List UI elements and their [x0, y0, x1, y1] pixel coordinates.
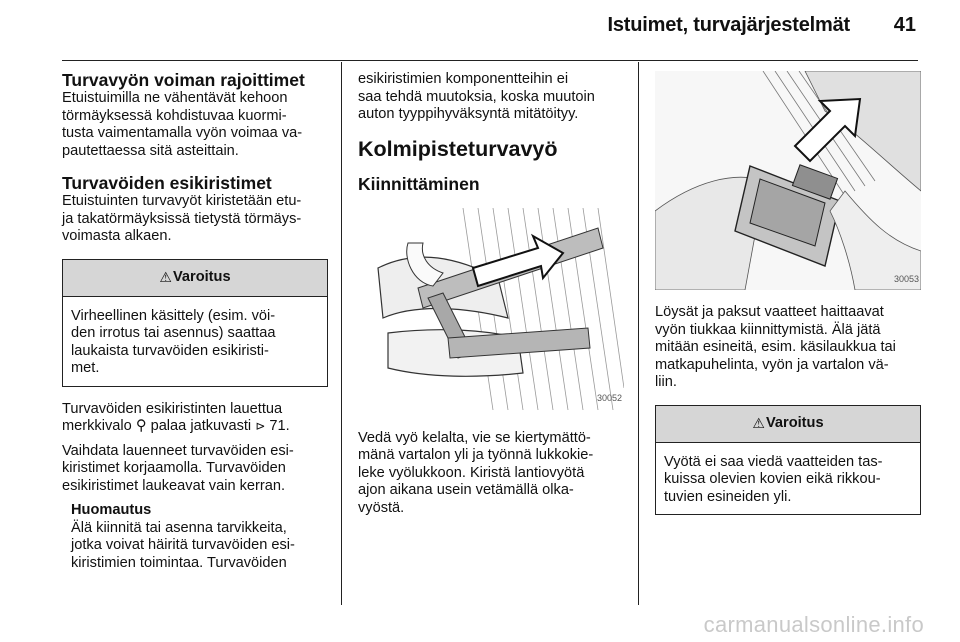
column-3	[655, 71, 921, 515]
text-line: voimasta alkaen.	[62, 228, 172, 244]
text-line: Vyötä ei saa viedä vaatteiden tas-	[664, 453, 883, 470]
text-line: den irrotus tai asennus) saattaa	[71, 325, 276, 341]
column-2	[358, 71, 624, 517]
text-line: kiristimien toimintaa. Turvavöiden	[71, 554, 287, 571]
text-line: matkapuhelinta, vyön ja vartalon vä-	[655, 356, 889, 373]
warning-title: Varoitus	[172, 268, 231, 285]
text-line: saa tehdä muutoksia, koska muutoin	[358, 88, 595, 105]
section-heading-force-limiters: Turvavyön voiman rajoittimet	[62, 70, 305, 90]
text-line: mitään esineitä, esim. käsilaukkua tai	[655, 339, 896, 355]
text-line: kuissa olevien kovien eikä rikkou-	[664, 471, 881, 487]
text-line: Turvavöiden esikiristinten lauettua	[62, 400, 283, 417]
warning-triangle-icon: ⚠	[752, 414, 765, 431]
warning-title: Varoitus	[765, 414, 824, 431]
text-line: vyön tiukkaa kiinnittymistä. Älä jätä	[655, 321, 881, 338]
text-line: vyöstä.	[358, 499, 405, 516]
text-line: ja takatörmäyksissä tietystä törmäys-	[62, 210, 302, 227]
text-line: Vedä vyö kelalta, vie se kiertymättö-	[358, 429, 591, 446]
figure-fastening-belt	[358, 208, 624, 410]
text-line: Etuistuinten turvavyöt kiristetään etu-	[62, 193, 302, 209]
text-line: leke vyölukkoon. Kiristä lantiovyötä	[358, 464, 585, 481]
text-line: liin.	[655, 374, 677, 390]
paragraph-pretensioners	[62, 193, 328, 246]
text-line: esikiristimien komponentteihin ei	[358, 71, 569, 87]
column-1	[62, 70, 328, 572]
section-heading-pretensioners: Turvavöiden esikiristimet	[62, 173, 272, 193]
subheading-fastening: Kiinnittäminen	[358, 173, 480, 194]
page-number: 41	[893, 14, 916, 36]
warning-triangle-icon: ⚠	[159, 268, 172, 285]
note-block	[62, 502, 328, 572]
seatbelt-warning-light-icon: ⚲	[135, 418, 147, 434]
figure-number: 30052	[596, 393, 622, 403]
text-line: Vaihdata lauenneet turvavöiden esi-	[62, 442, 294, 459]
text-line: palaa jatkuvasti	[150, 418, 252, 434]
figure-number: 30053	[893, 273, 919, 284]
warning-box	[655, 405, 921, 516]
column-divider-left	[341, 62, 342, 605]
text-line: törmäyksessä kohdistuvaa kuormi-	[62, 107, 287, 124]
text-line: laukaista turvavöiden esikiristi-	[71, 342, 269, 359]
column-divider-right	[638, 62, 639, 605]
warning-box	[62, 259, 328, 387]
paragraph-continued	[358, 71, 624, 124]
warning-header	[63, 260, 327, 297]
text-line: mänä vartalon yli ja työnnä lukkokie-	[358, 447, 594, 463]
text-line: tuvien esineiden yli.	[664, 488, 792, 505]
paragraph-fastening-instructions	[358, 430, 624, 518]
text-line: ajon aikana usein vetämällä olka-	[358, 482, 574, 498]
warning-header	[656, 406, 920, 443]
text-line: Löysät ja paksut vaatteet haittaavat	[655, 304, 884, 320]
text-line: Etuistuimilla ne vähentävät kehoon	[62, 90, 288, 106]
paragraph-clothing-advice	[655, 304, 921, 392]
text-line: jotka voivat häiritä turvavöiden esi-	[71, 537, 295, 553]
page-reference-icon: ⊳	[255, 419, 266, 433]
paragraph-replace-pretensioners	[62, 443, 328, 496]
text-line: auton tyyppihyväksyntä mitätöityy.	[358, 106, 579, 122]
text-line: esikiristimet laukeavat vain kerran.	[62, 477, 286, 494]
page-reference-link[interactable]: 71.	[269, 418, 290, 434]
paragraph-force-limiters	[62, 90, 328, 160]
figure-buckle	[655, 71, 921, 290]
figure-buckle-illustration	[655, 71, 921, 290]
warning-body	[63, 297, 327, 386]
text-line: pautettaessa sitä asteittain.	[62, 142, 239, 159]
header-rule	[62, 60, 918, 61]
text-line: kiristimet korjaamolla. Turvavöiden	[62, 460, 286, 476]
text-line: Virheellinen käsittely (esim. vöi-	[71, 307, 276, 324]
text-line: Älä kiinnitä tai asenna tarvikkeita,	[71, 519, 287, 536]
warning-body	[656, 443, 920, 515]
section-heading-three-point-belt: Kolmipisteturvavyö	[358, 136, 558, 161]
figure-fastening-illustration	[358, 208, 624, 410]
text-line: tusta vaimentamalla vyön voimaa va-	[62, 125, 303, 141]
header-title: Istuimet, turvajärjestelmät	[607, 14, 850, 36]
text-line: merkkivalo	[62, 418, 132, 434]
watermark: carmanualsonline.info	[703, 612, 924, 637]
note-title: Huomautus	[71, 502, 152, 518]
paragraph-warning-light	[62, 401, 328, 436]
text-line: met.	[71, 360, 100, 376]
